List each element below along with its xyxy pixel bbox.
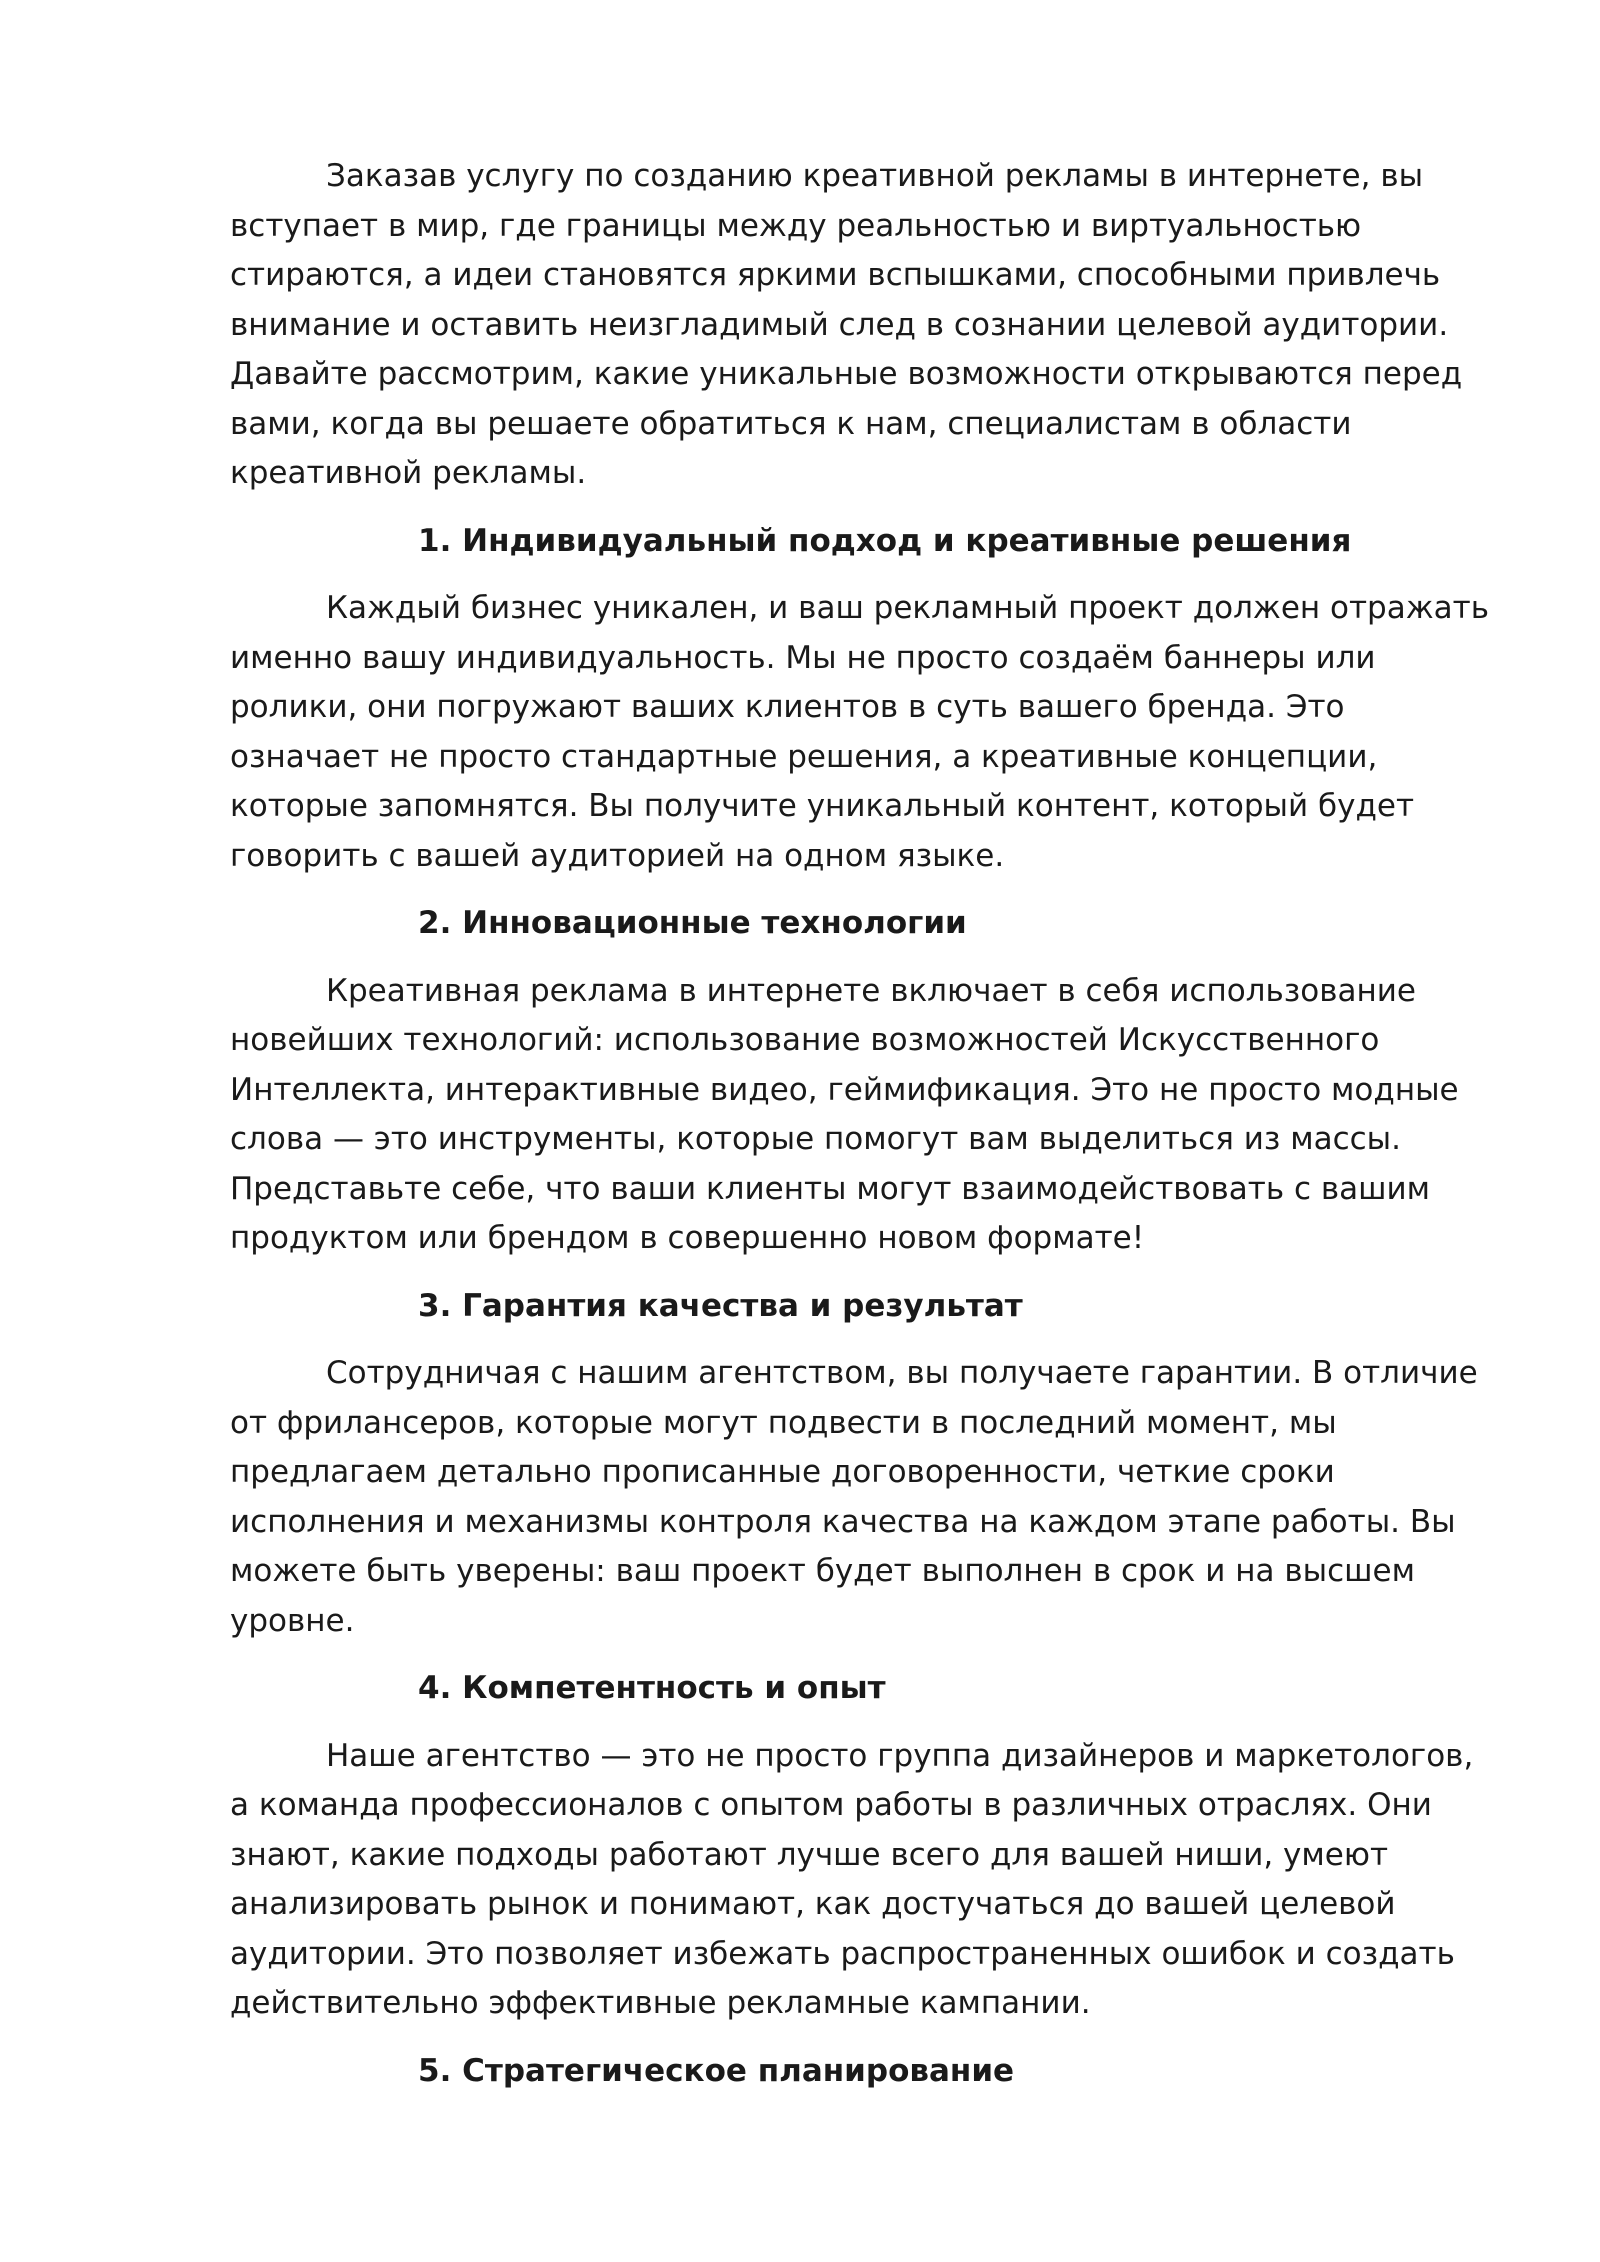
section-4-paragraph: Наше агентство — это не просто группа дизайнеров и маркетологов, а команда профессионалов с опытом работы в различных отраслях. Они знают, какие подходы работают лучше всего для вашей ниши, умеют анализировать рынок и понимают, как достучаться до вашей целевой аудитории. Это позволяет избежать распространенных ошибок и создать действительно эффективные рекламные кампании.	[230, 1737, 1474, 2021]
section-2-paragraph: Креативная реклама в интернете включает в себя использование новейших технологий: использование возможностей Искусственного Интеллекта, интерактивные видео, геймификация. Это не просто модные слова — это инструменты, которые помогут вам выделиться из массы. Представьте себе, что ваши клиенты могут взаимодействовать с вашим продуктом или брендом в совершенно новом формате!	[230, 972, 1459, 1256]
section-2-heading: 2. Инновационные технологии	[418, 905, 967, 941]
document-page	[230, 152, 1500, 2114]
section-3-heading: 3. Гарантия качества и результат	[418, 1287, 1023, 1324]
intro-paragraph: Заказав услугу по созданию креативной рекламы в интернете, вы вступает в мир, где границы между реальностью и виртуальностью стираются, а идеи становятся яркими вспышками, способными привлечь внимание и оставить неизгладимый след в сознании целевой аудитории. Давайте рассмотрим, какие уникальные возможности открываются перед вами, когда вы решаете обратиться к нам, специалистам в области креативной рекламы.	[230, 158, 1463, 491]
section-4-heading: 4. Компетентность и опыт	[418, 1670, 886, 1706]
section-5-heading: 5. Стратегическое планирование	[418, 2052, 1015, 2089]
section-3-paragraph: Сотрудничая с нашим агентством, вы получаете гарантии. В отличие от фрилансеров, которые могут подвести в последний момент, мы предлагаем детально прописанные договоренности, четкие сроки исполнения и механизмы контроля качества на каждом этапе работы. Вы можете быть уверены: ваш проект будет выполнен в срок и на высшем уровне.	[230, 1355, 1478, 1639]
section-1-paragraph: Каждый бизнес уникален, и ваш рекламный проект должен отражать именно вашу индивидуальность. Мы не просто создаём баннеры или ролики, они погружают ваших клиентов в суть вашего бренда. Это означает не просто стандартные решения, а креативные концепции, которые запомнятся. Вы получите уникальный контент, который будет говорить с вашей аудиторией на одном языке.	[230, 590, 1489, 874]
section-1-heading: 1. Индивидуальный подход и креативные решения	[418, 522, 1352, 559]
